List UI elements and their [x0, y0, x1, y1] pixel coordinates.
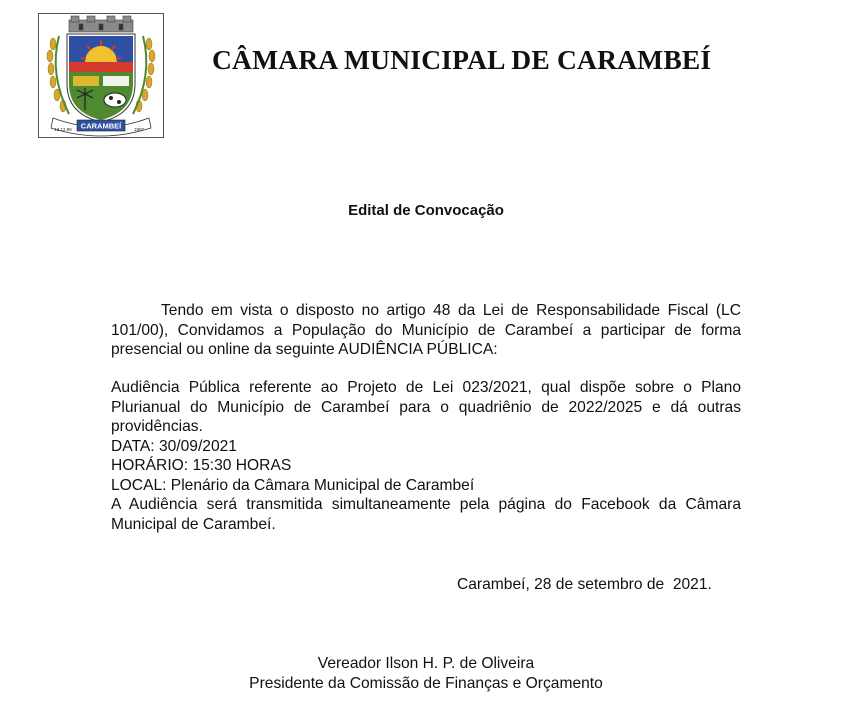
intro-paragraph — [111, 301, 741, 360]
shield-icon — [67, 34, 135, 122]
signatory-role: Presidente da Comissão de Finanças e Orçamento — [249, 675, 603, 692]
document-title: Edital de Convocação — [348, 202, 504, 219]
crown-icon — [69, 16, 133, 32]
hearing-details — [111, 378, 741, 534]
crest-banner-text: CARAMBEÍ — [80, 121, 122, 131]
municipal-crest — [38, 13, 164, 138]
wheat-right-icon — [133, 36, 155, 114]
crest-date-right: 1997 — [133, 127, 145, 132]
cow-icon — [104, 93, 126, 107]
broadcast-note: A Audiência será transmitida simultaneamente pela página do Facebook da Câmara Municipal de Carambeí. — [111, 496, 741, 533]
wheat-left-icon — [47, 36, 69, 114]
signature-block — [0, 654, 852, 694]
hearing-time: HORÁRIO: 15:30 HORAS — [111, 457, 292, 474]
crest-date-left: 13.12.95 — [54, 127, 72, 132]
hearing-date: DATA: 30/09/2021 — [111, 437, 237, 455]
crest-emblem-icon — [39, 14, 163, 137]
org-title: CÂMARA MUNICIPAL DE CARAMBEÍ — [212, 44, 712, 75]
signatory-name: Vereador Ilson H. P. de Oliveira — [317, 655, 535, 672]
place-and-date: Carambeí, 28 de setembro de 2021. — [457, 576, 712, 593]
crest-banner — [51, 118, 151, 136]
hearing-description: Audiência Pública referente ao Projeto de Lei 023/2021, qual dispõe sobre o Plano Plurianual do Município de Carambeí para o quadriênio de 2022/2025 e dá outras providências. — [111, 379, 741, 435]
hearing-location: LOCAL: Plenário da Câmara Municipal de Carambeí — [111, 476, 475, 494]
intro-paragraph-text: Tendo em vista o disposto no artigo 48 da Lei de Responsabilidade Fiscal (LC 101/00), Convidamos a População do Município de Carambeí a participar de forma presencial ou online da seguinte AUDIÊNCIA PÚBLICA: — [111, 302, 741, 358]
